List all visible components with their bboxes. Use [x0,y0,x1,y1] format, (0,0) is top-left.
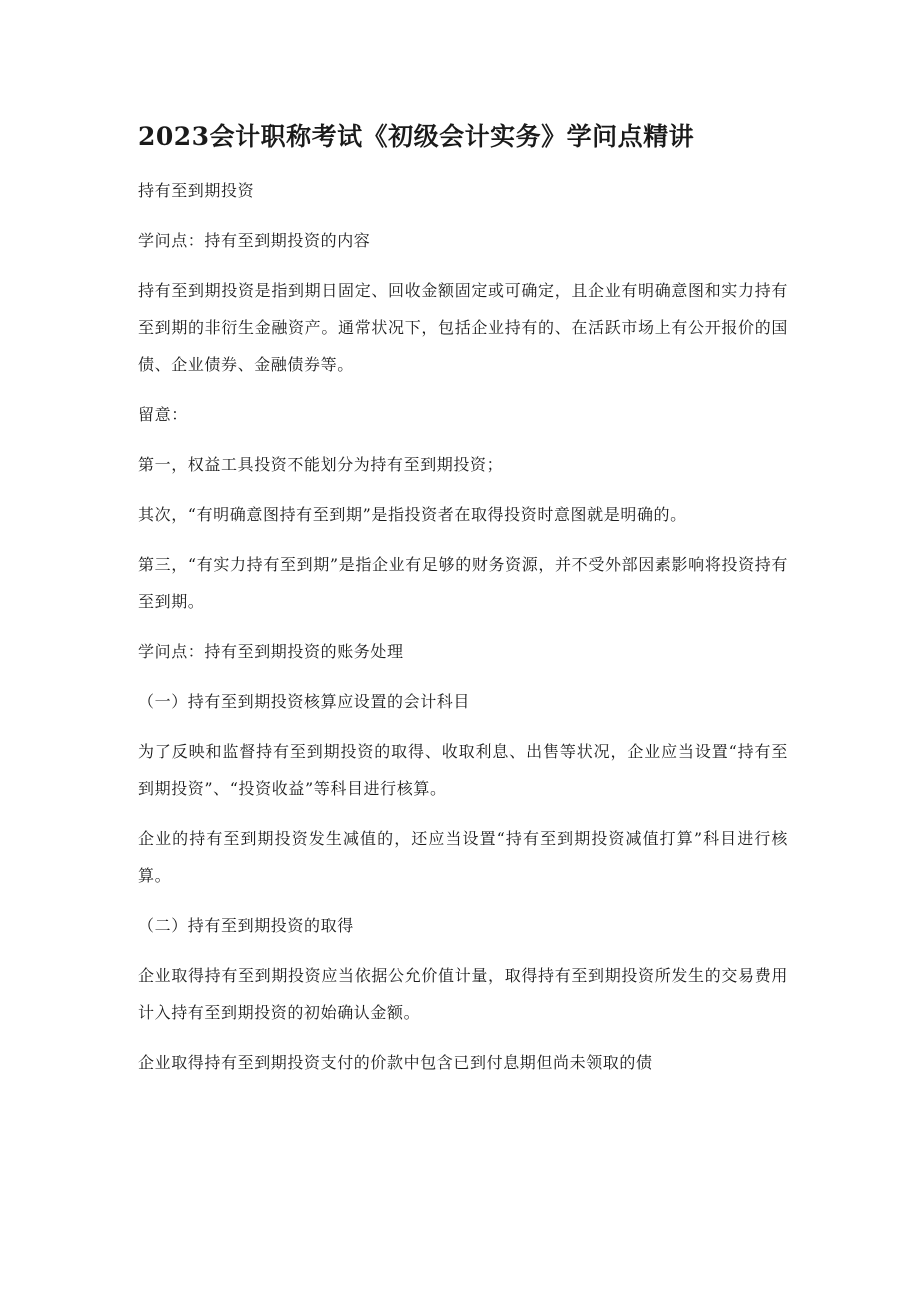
document-page [138,118,788,1094]
knowledge-point-heading: 学问点：持有至到期投资的内容 [138,231,371,250]
section-heading: 持有至到期投资 [138,181,255,200]
subsection-heading-2: （二）持有至到期投资的取得 [138,916,354,935]
definition-paragraph: 持有至到期投资是指到期日固定、回收金额固定或可确定，且企业有明确意图和实力持有至到期的非衍生金融资产。通常状况下，包括企业持有的、在活跃市场上有公开报价的国债、企业债券、金融债券等。 [138,281,788,374]
knowledge-point-heading-2: 学问点：持有至到期投资的账务处理 [138,642,404,661]
document-title: 2023会计职称考试《初级会计实务》学问点精讲 [138,122,695,151]
acquisition-paragraph-continued: 企业取得持有至到期投资支付的价款中包含已到付息期但尚未领取的债 [138,1053,653,1072]
note-point-2: 其次，“有明确意图持有至到期”是指投资者在取得投资时意图就是明确的。 [138,505,687,524]
note-point-1: 第一，权益工具投资不能划分为持有至到期投资； [138,455,504,474]
subsection-heading-1: （一）持有至到期投资核算应设置的会计科目 [138,692,471,711]
acquisition-paragraph: 企业取得持有至到期投资应当依据公允价值计量，取得持有至到期投资所发生的交易费用计入持有至到期投资的初始确认金额。 [138,966,788,1022]
note-label: 留意： [138,405,188,424]
accounts-paragraph: 为了反映和监督持有至到期投资的取得、收取利息、出售等状况，企业应当设置“持有至到期投资”、“投资收益”等科目进行核算。 [138,742,788,798]
impairment-paragraph: 企业的持有至到期投资发生减值的，还应当设置“持有至到期投资减值打算”科目进行核算。 [138,829,788,885]
note-point-3: 第三，“有实力持有至到期”是指企业有足够的财务资源，并不受外部因素影响将投资持有至到期。 [138,555,788,611]
